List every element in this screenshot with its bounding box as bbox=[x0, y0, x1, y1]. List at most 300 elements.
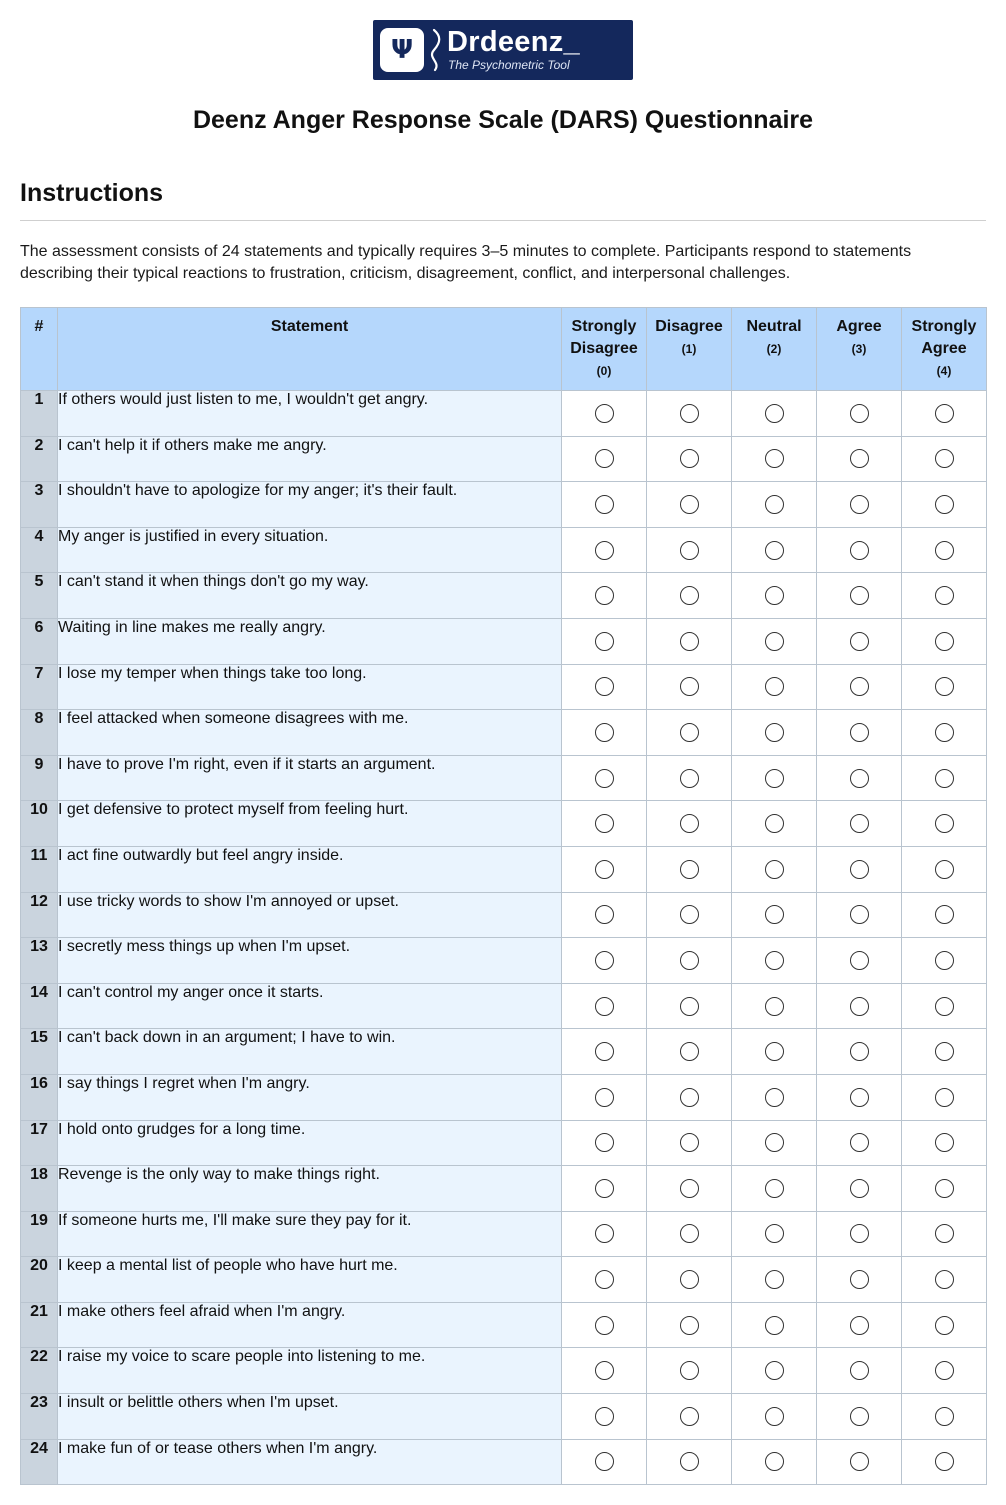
response-radio-button[interactable] bbox=[935, 1179, 954, 1198]
response-radio-button[interactable] bbox=[935, 1042, 954, 1061]
response-cell[interactable] bbox=[902, 1348, 987, 1394]
response-radio-button[interactable] bbox=[935, 632, 954, 651]
column-header-option-4 bbox=[902, 308, 987, 391]
response-cell[interactable] bbox=[562, 618, 647, 664]
response-radio-button[interactable] bbox=[850, 541, 869, 560]
response-radio-button[interactable] bbox=[765, 1361, 784, 1380]
response-radio-button[interactable] bbox=[850, 1452, 869, 1471]
response-cell[interactable] bbox=[732, 1166, 817, 1212]
response-radio-button[interactable] bbox=[595, 404, 614, 423]
response-cell[interactable] bbox=[817, 1211, 902, 1257]
response-radio-button[interactable] bbox=[935, 1407, 954, 1426]
table-row bbox=[21, 892, 987, 938]
item-number: 19 bbox=[21, 1211, 58, 1257]
response-cell[interactable] bbox=[902, 983, 987, 1029]
response-radio-button[interactable] bbox=[935, 951, 954, 970]
column-header-option-2 bbox=[732, 308, 817, 391]
response-cell[interactable] bbox=[817, 391, 902, 437]
response-radio-button[interactable] bbox=[935, 677, 954, 696]
response-radio-button[interactable] bbox=[595, 1224, 614, 1243]
response-radio-button[interactable] bbox=[765, 814, 784, 833]
response-radio-button[interactable] bbox=[680, 1088, 699, 1107]
response-cell[interactable] bbox=[647, 573, 732, 619]
response-radio-button[interactable] bbox=[595, 632, 614, 651]
response-cell[interactable] bbox=[562, 1257, 647, 1303]
response-radio-button[interactable] bbox=[595, 951, 614, 970]
response-cell[interactable] bbox=[732, 1029, 817, 1075]
response-cell[interactable] bbox=[647, 1120, 732, 1166]
brand-logo bbox=[373, 20, 633, 80]
response-cell[interactable] bbox=[817, 801, 902, 847]
response-radio-button[interactable] bbox=[680, 1452, 699, 1471]
response-radio-button[interactable] bbox=[850, 1270, 869, 1289]
response-cell[interactable] bbox=[902, 710, 987, 756]
option-score: (0) bbox=[596, 364, 612, 378]
response-radio-button[interactable] bbox=[935, 860, 954, 879]
response-radio-button[interactable] bbox=[765, 1452, 784, 1471]
response-radio-button[interactable] bbox=[680, 586, 699, 605]
response-cell[interactable] bbox=[732, 573, 817, 619]
option-score: (2) bbox=[766, 342, 782, 356]
response-cell[interactable] bbox=[562, 1074, 647, 1120]
response-radio-button[interactable] bbox=[595, 449, 614, 468]
response-radio-button[interactable] bbox=[765, 495, 784, 514]
item-statement: I make others feel afraid when I'm angry. bbox=[58, 1302, 562, 1348]
response-radio-button[interactable] bbox=[595, 1407, 614, 1426]
response-cell[interactable] bbox=[902, 1166, 987, 1212]
response-cell[interactable] bbox=[817, 892, 902, 938]
item-number: 6 bbox=[21, 618, 58, 664]
response-cell[interactable] bbox=[817, 1348, 902, 1394]
response-radio-button[interactable] bbox=[765, 1270, 784, 1289]
response-cell[interactable] bbox=[562, 1394, 647, 1440]
item-number: 20 bbox=[21, 1257, 58, 1303]
response-radio-button[interactable] bbox=[595, 723, 614, 742]
response-cell[interactable] bbox=[817, 1029, 902, 1075]
response-cell[interactable] bbox=[902, 1029, 987, 1075]
response-cell[interactable] bbox=[817, 573, 902, 619]
response-cell[interactable] bbox=[902, 892, 987, 938]
response-radio-button[interactable] bbox=[850, 404, 869, 423]
response-cell[interactable] bbox=[732, 1348, 817, 1394]
response-radio-button[interactable] bbox=[850, 951, 869, 970]
response-cell[interactable] bbox=[732, 527, 817, 573]
response-cell[interactable] bbox=[817, 1439, 902, 1485]
response-radio-button[interactable] bbox=[935, 1270, 954, 1289]
response-cell[interactable] bbox=[817, 1074, 902, 1120]
table-row bbox=[21, 573, 987, 619]
response-cell[interactable] bbox=[902, 938, 987, 984]
item-statement: I have to prove I'm right, even if it starts an argument. bbox=[58, 755, 562, 801]
response-cell[interactable] bbox=[562, 755, 647, 801]
response-cell[interactable] bbox=[647, 938, 732, 984]
response-radio-button[interactable] bbox=[765, 905, 784, 924]
response-cell[interactable] bbox=[817, 664, 902, 710]
response-radio-button[interactable] bbox=[850, 997, 869, 1016]
option-label: Strongly Agree bbox=[911, 318, 977, 357]
response-radio-button[interactable] bbox=[595, 769, 614, 788]
response-radio-button[interactable] bbox=[935, 404, 954, 423]
response-cell[interactable] bbox=[817, 846, 902, 892]
response-cell[interactable] bbox=[902, 1211, 987, 1257]
table-body bbox=[21, 391, 987, 1485]
response-cell[interactable] bbox=[647, 527, 732, 573]
response-radio-button[interactable] bbox=[850, 769, 869, 788]
response-radio-button[interactable] bbox=[680, 495, 699, 514]
response-cell[interactable] bbox=[647, 391, 732, 437]
response-radio-button[interactable] bbox=[765, 677, 784, 696]
response-cell[interactable] bbox=[562, 664, 647, 710]
response-radio-button[interactable] bbox=[765, 1316, 784, 1335]
response-radio-button[interactable] bbox=[850, 1316, 869, 1335]
response-radio-button[interactable] bbox=[935, 541, 954, 560]
response-radio-button[interactable] bbox=[765, 404, 784, 423]
response-radio-button[interactable] bbox=[935, 723, 954, 742]
response-cell[interactable] bbox=[562, 1029, 647, 1075]
response-cell[interactable] bbox=[562, 391, 647, 437]
response-radio-button[interactable] bbox=[595, 1133, 614, 1152]
response-cell[interactable] bbox=[902, 391, 987, 437]
response-radio-button[interactable] bbox=[765, 997, 784, 1016]
response-radio-button[interactable] bbox=[850, 1407, 869, 1426]
item-statement: I insult or belittle others when I'm upset. bbox=[58, 1394, 562, 1440]
response-cell[interactable] bbox=[562, 1348, 647, 1394]
response-cell[interactable] bbox=[817, 1120, 902, 1166]
response-cell[interactable] bbox=[817, 1302, 902, 1348]
response-radio-button[interactable] bbox=[850, 723, 869, 742]
table-row bbox=[21, 527, 987, 573]
response-radio-button[interactable] bbox=[765, 769, 784, 788]
response-cell[interactable] bbox=[902, 527, 987, 573]
item-statement: I get defensive to protect myself from feeling hurt. bbox=[58, 801, 562, 847]
response-radio-button[interactable] bbox=[935, 586, 954, 605]
item-number: 4 bbox=[21, 527, 58, 573]
item-statement: I raise my voice to scare people into listening to me. bbox=[58, 1348, 562, 1394]
response-cell[interactable] bbox=[647, 1166, 732, 1212]
response-cell[interactable] bbox=[562, 1211, 647, 1257]
table-row bbox=[21, 983, 987, 1029]
column-header-statement: Statement bbox=[58, 308, 562, 391]
response-cell[interactable] bbox=[817, 527, 902, 573]
column-header-number: # bbox=[21, 308, 58, 391]
response-cell[interactable] bbox=[732, 892, 817, 938]
response-cell[interactable] bbox=[647, 1211, 732, 1257]
response-radio-button[interactable] bbox=[680, 1407, 699, 1426]
response-cell[interactable] bbox=[647, 755, 732, 801]
response-radio-button[interactable] bbox=[680, 449, 699, 468]
response-cell[interactable] bbox=[732, 391, 817, 437]
item-number: 14 bbox=[21, 983, 58, 1029]
response-radio-button[interactable] bbox=[595, 541, 614, 560]
response-cell[interactable] bbox=[817, 482, 902, 528]
response-cell[interactable] bbox=[902, 436, 987, 482]
response-cell[interactable] bbox=[817, 1394, 902, 1440]
response-cell[interactable] bbox=[732, 482, 817, 528]
response-radio-button[interactable] bbox=[850, 1179, 869, 1198]
response-cell[interactable] bbox=[902, 664, 987, 710]
response-cell[interactable] bbox=[562, 1166, 647, 1212]
response-radio-button[interactable] bbox=[765, 1042, 784, 1061]
response-cell[interactable] bbox=[647, 436, 732, 482]
response-cell[interactable] bbox=[732, 1257, 817, 1303]
response-radio-button[interactable] bbox=[850, 905, 869, 924]
response-radio-button[interactable] bbox=[765, 1407, 784, 1426]
response-cell[interactable] bbox=[732, 846, 817, 892]
response-cell[interactable] bbox=[732, 664, 817, 710]
brand-tagline: The Psychometric Tool bbox=[448, 58, 570, 72]
response-cell[interactable] bbox=[732, 1120, 817, 1166]
response-radio-button[interactable] bbox=[935, 495, 954, 514]
response-radio-button[interactable] bbox=[935, 449, 954, 468]
response-cell[interactable] bbox=[562, 983, 647, 1029]
response-cell[interactable] bbox=[647, 710, 732, 756]
item-statement: I use tricky words to show I'm annoyed or upset. bbox=[58, 892, 562, 938]
response-cell[interactable] bbox=[817, 755, 902, 801]
item-number: 24 bbox=[21, 1439, 58, 1485]
option-label: Strongly Disagree bbox=[570, 318, 638, 357]
response-cell[interactable] bbox=[732, 1302, 817, 1348]
response-cell[interactable] bbox=[647, 801, 732, 847]
response-radio-button[interactable] bbox=[765, 1088, 784, 1107]
response-radio-button[interactable] bbox=[935, 1452, 954, 1471]
response-cell[interactable] bbox=[562, 846, 647, 892]
response-radio-button[interactable] bbox=[680, 404, 699, 423]
response-cell[interactable] bbox=[562, 1439, 647, 1485]
response-radio-button[interactable] bbox=[850, 495, 869, 514]
response-radio-button[interactable] bbox=[680, 814, 699, 833]
response-radio-button[interactable] bbox=[850, 1224, 869, 1243]
item-statement: I can't control my anger once it starts. bbox=[58, 983, 562, 1029]
response-cell[interactable] bbox=[732, 710, 817, 756]
response-radio-button[interactable] bbox=[850, 1042, 869, 1061]
table-row bbox=[21, 1348, 987, 1394]
table-row bbox=[21, 664, 987, 710]
column-header-option-1 bbox=[647, 308, 732, 391]
response-radio-button[interactable] bbox=[850, 1361, 869, 1380]
response-radio-button[interactable] bbox=[680, 860, 699, 879]
response-radio-button[interactable] bbox=[850, 1133, 869, 1152]
response-cell[interactable] bbox=[647, 482, 732, 528]
response-cell[interactable] bbox=[732, 1394, 817, 1440]
response-cell[interactable] bbox=[902, 1394, 987, 1440]
response-radio-button[interactable] bbox=[765, 586, 784, 605]
table-header-row bbox=[21, 308, 987, 391]
response-cell[interactable] bbox=[562, 938, 647, 984]
table-row bbox=[21, 1439, 987, 1485]
response-radio-button[interactable] bbox=[765, 541, 784, 560]
response-radio-button[interactable] bbox=[595, 1179, 614, 1198]
item-statement: I secretly mess things up when I'm upset. bbox=[58, 938, 562, 984]
response-radio-button[interactable] bbox=[850, 632, 869, 651]
response-cell[interactable] bbox=[562, 573, 647, 619]
response-radio-button[interactable] bbox=[765, 723, 784, 742]
response-radio-button[interactable] bbox=[935, 1361, 954, 1380]
response-radio-button[interactable] bbox=[595, 677, 614, 696]
response-cell[interactable] bbox=[902, 482, 987, 528]
response-cell[interactable] bbox=[902, 1439, 987, 1485]
response-cell[interactable] bbox=[732, 1211, 817, 1257]
table-row bbox=[21, 1257, 987, 1303]
response-cell[interactable] bbox=[902, 1120, 987, 1166]
response-radio-button[interactable] bbox=[595, 905, 614, 924]
response-radio-button[interactable] bbox=[595, 586, 614, 605]
response-radio-button[interactable] bbox=[680, 997, 699, 1016]
response-cell[interactable] bbox=[647, 1439, 732, 1485]
response-cell[interactable] bbox=[732, 755, 817, 801]
wave-line-icon bbox=[429, 28, 443, 72]
response-cell[interactable] bbox=[562, 710, 647, 756]
psi-logo-icon: Ψ bbox=[380, 28, 424, 72]
item-number: 13 bbox=[21, 938, 58, 984]
item-statement: Waiting in line makes me really angry. bbox=[58, 618, 562, 664]
response-cell[interactable] bbox=[647, 664, 732, 710]
response-cell[interactable] bbox=[817, 1166, 902, 1212]
response-cell[interactable] bbox=[647, 983, 732, 1029]
response-radio-button[interactable] bbox=[680, 1179, 699, 1198]
response-radio-button[interactable] bbox=[765, 1133, 784, 1152]
response-cell[interactable] bbox=[562, 436, 647, 482]
response-radio-button[interactable] bbox=[935, 1133, 954, 1152]
response-radio-button[interactable] bbox=[680, 723, 699, 742]
response-cell[interactable] bbox=[902, 801, 987, 847]
response-radio-button[interactable] bbox=[935, 1316, 954, 1335]
item-number: 21 bbox=[21, 1302, 58, 1348]
response-cell[interactable] bbox=[562, 1120, 647, 1166]
response-cell[interactable] bbox=[732, 938, 817, 984]
response-cell[interactable] bbox=[902, 755, 987, 801]
section-divider bbox=[20, 220, 986, 221]
response-cell[interactable] bbox=[817, 618, 902, 664]
response-cell[interactable] bbox=[732, 801, 817, 847]
response-cell[interactable] bbox=[562, 482, 647, 528]
response-cell[interactable] bbox=[902, 573, 987, 619]
response-radio-button[interactable] bbox=[850, 1088, 869, 1107]
response-radio-button[interactable] bbox=[935, 1224, 954, 1243]
response-radio-button[interactable] bbox=[680, 905, 699, 924]
response-cell[interactable] bbox=[562, 527, 647, 573]
response-radio-button[interactable] bbox=[680, 1224, 699, 1243]
table-row bbox=[21, 1029, 987, 1075]
table-row bbox=[21, 1166, 987, 1212]
response-cell[interactable] bbox=[732, 618, 817, 664]
response-cell[interactable] bbox=[817, 983, 902, 1029]
response-cell[interactable] bbox=[902, 1074, 987, 1120]
response-radio-button[interactable] bbox=[935, 905, 954, 924]
response-radio-button[interactable] bbox=[850, 860, 869, 879]
response-radio-button[interactable] bbox=[680, 1316, 699, 1335]
response-radio-button[interactable] bbox=[850, 814, 869, 833]
response-radio-button[interactable] bbox=[680, 1133, 699, 1152]
response-radio-button[interactable] bbox=[765, 632, 784, 651]
response-cell[interactable] bbox=[647, 846, 732, 892]
response-radio-button[interactable] bbox=[595, 1316, 614, 1335]
response-cell[interactable] bbox=[817, 1257, 902, 1303]
option-label: Disagree bbox=[655, 318, 723, 335]
response-radio-button[interactable] bbox=[935, 769, 954, 788]
response-cell[interactable] bbox=[732, 1074, 817, 1120]
response-radio-button[interactable] bbox=[595, 814, 614, 833]
response-radio-button[interactable] bbox=[765, 1179, 784, 1198]
response-cell[interactable] bbox=[562, 892, 647, 938]
response-cell[interactable] bbox=[732, 1439, 817, 1485]
response-cell[interactable] bbox=[817, 938, 902, 984]
response-radio-button[interactable] bbox=[595, 1452, 614, 1471]
item-statement: I can't stand it when things don't go my way. bbox=[58, 573, 562, 619]
response-cell[interactable] bbox=[732, 436, 817, 482]
response-radio-button[interactable] bbox=[765, 860, 784, 879]
response-cell[interactable] bbox=[647, 1394, 732, 1440]
response-cell[interactable] bbox=[732, 983, 817, 1029]
response-radio-button[interactable] bbox=[850, 586, 869, 605]
item-statement: Revenge is the only way to make things right. bbox=[58, 1166, 562, 1212]
response-radio-button[interactable] bbox=[680, 1361, 699, 1380]
response-radio-button[interactable] bbox=[765, 449, 784, 468]
item-statement: I shouldn't have to apologize for my anger; it's their fault. bbox=[58, 482, 562, 528]
response-radio-button[interactable] bbox=[595, 997, 614, 1016]
response-cell[interactable] bbox=[562, 1302, 647, 1348]
response-cell[interactable] bbox=[647, 1257, 732, 1303]
response-radio-button[interactable] bbox=[680, 769, 699, 788]
table-row bbox=[21, 1302, 987, 1348]
response-cell[interactable] bbox=[817, 436, 902, 482]
response-radio-button[interactable] bbox=[935, 1088, 954, 1107]
response-cell[interactable] bbox=[902, 1257, 987, 1303]
response-radio-button[interactable] bbox=[680, 541, 699, 560]
item-number: 2 bbox=[21, 436, 58, 482]
response-radio-button[interactable] bbox=[765, 1224, 784, 1243]
item-statement: I can't back down in an argument; I have to win. bbox=[58, 1029, 562, 1075]
item-number: 15 bbox=[21, 1029, 58, 1075]
response-cell[interactable] bbox=[647, 1348, 732, 1394]
response-cell[interactable] bbox=[902, 1302, 987, 1348]
response-radio-button[interactable] bbox=[595, 1042, 614, 1061]
response-radio-button[interactable] bbox=[680, 951, 699, 970]
response-radio-button[interactable] bbox=[765, 951, 784, 970]
column-header-option-3 bbox=[817, 308, 902, 391]
response-cell[interactable] bbox=[562, 801, 647, 847]
response-cell[interactable] bbox=[647, 618, 732, 664]
response-radio-button[interactable] bbox=[935, 997, 954, 1016]
table-row bbox=[21, 1074, 987, 1120]
response-radio-button[interactable] bbox=[595, 1361, 614, 1380]
item-number: 22 bbox=[21, 1348, 58, 1394]
table-row bbox=[21, 618, 987, 664]
response-cell[interactable] bbox=[647, 1302, 732, 1348]
response-cell[interactable] bbox=[647, 1074, 732, 1120]
item-statement: If others would just listen to me, I wouldn't get angry. bbox=[58, 391, 562, 437]
response-radio-button[interactable] bbox=[680, 677, 699, 696]
response-radio-button[interactable] bbox=[850, 449, 869, 468]
item-statement: I keep a mental list of people who have hurt me. bbox=[58, 1257, 562, 1303]
response-cell[interactable] bbox=[902, 846, 987, 892]
response-cell[interactable] bbox=[902, 618, 987, 664]
response-cell[interactable] bbox=[817, 710, 902, 756]
item-number: 12 bbox=[21, 892, 58, 938]
response-radio-button[interactable] bbox=[680, 1042, 699, 1061]
response-radio-button[interactable] bbox=[595, 495, 614, 514]
response-radio-button[interactable] bbox=[850, 677, 869, 696]
response-radio-button[interactable] bbox=[595, 1270, 614, 1289]
response-radio-button[interactable] bbox=[595, 860, 614, 879]
item-number: 23 bbox=[21, 1394, 58, 1440]
item-number: 1 bbox=[21, 391, 58, 437]
response-cell[interactable] bbox=[647, 1029, 732, 1075]
response-radio-button[interactable] bbox=[935, 814, 954, 833]
response-cell[interactable] bbox=[647, 892, 732, 938]
response-radio-button[interactable] bbox=[680, 632, 699, 651]
response-radio-button[interactable] bbox=[595, 1088, 614, 1107]
response-radio-button[interactable] bbox=[680, 1270, 699, 1289]
